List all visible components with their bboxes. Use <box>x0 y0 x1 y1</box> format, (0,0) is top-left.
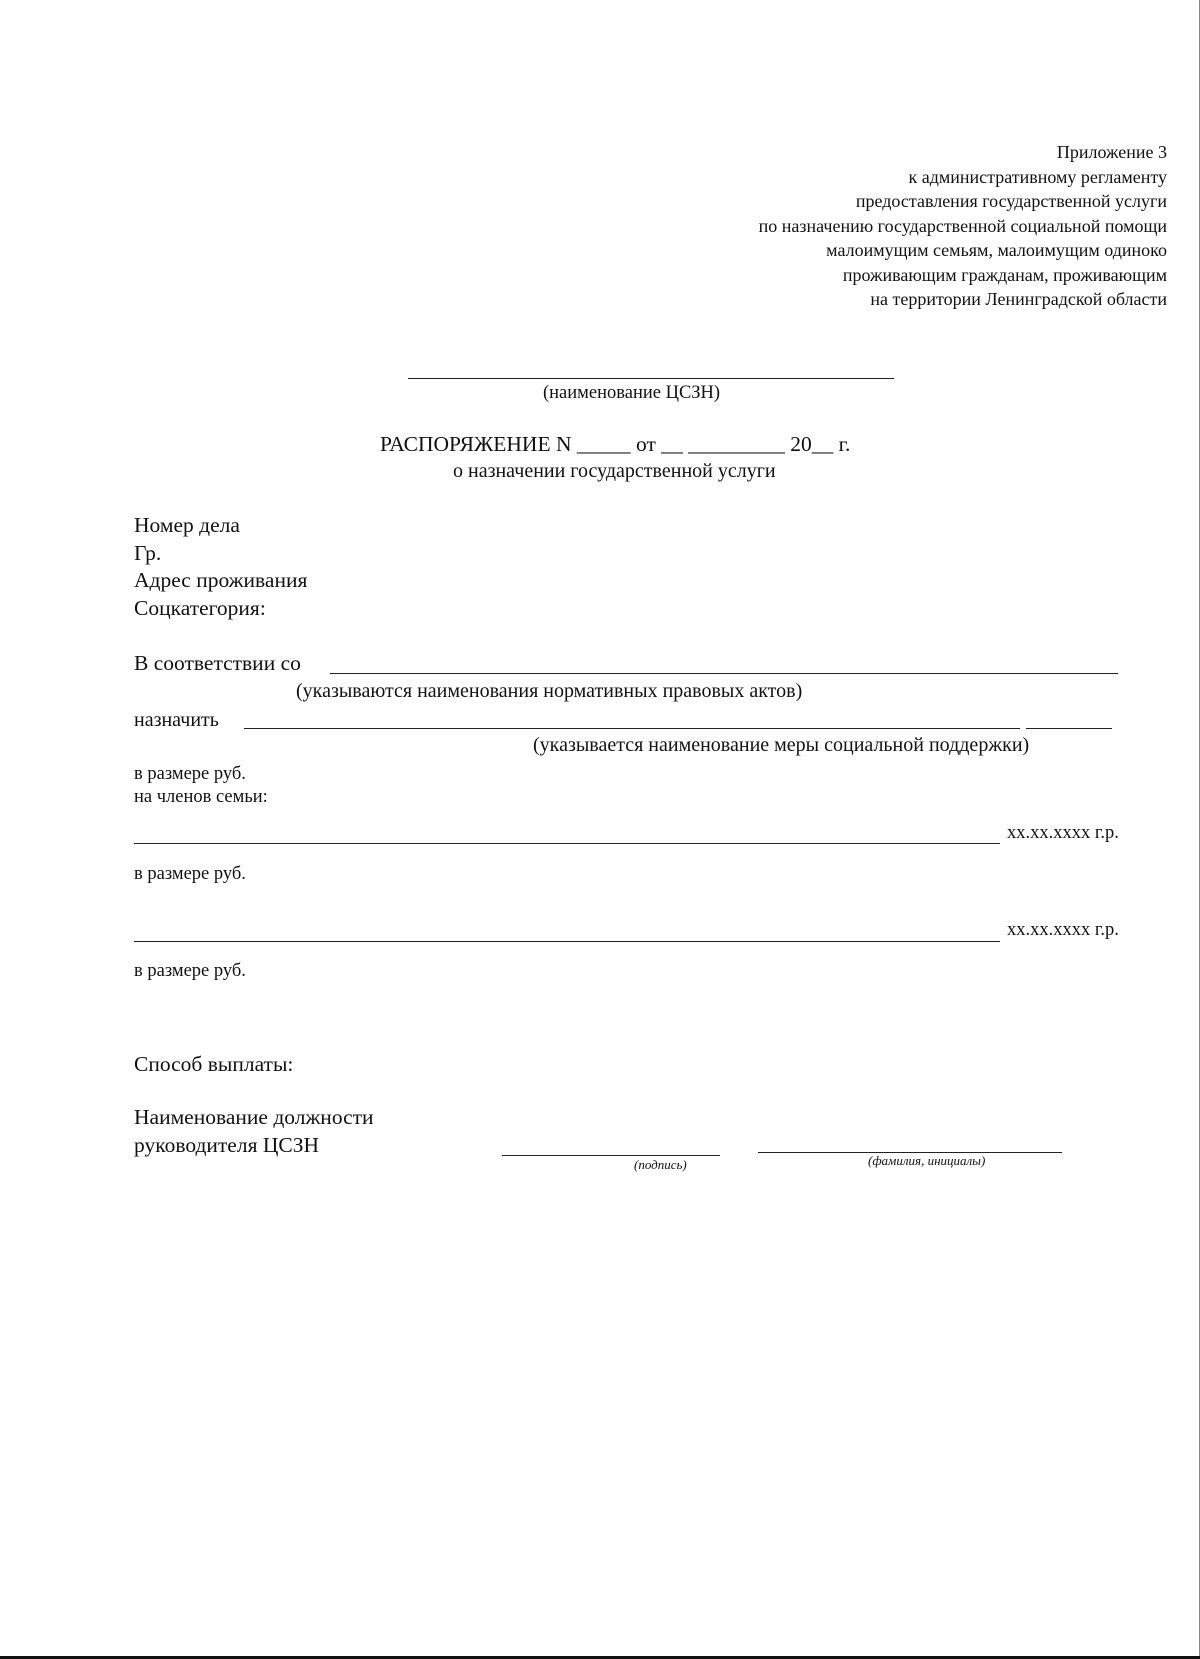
name-initials-caption: (фамилия, инициалы) <box>868 1153 986 1168</box>
assign-line <box>244 728 1020 729</box>
category-label: Соцкатегория: <box>134 596 266 620</box>
header-line: малоимущим семьям, малоимущим одиноко <box>826 240 1167 260</box>
position-title-line2: руководителя ЦСЗН <box>134 1133 319 1157</box>
payment-method-label: Способ выплаты: <box>134 1052 294 1076</box>
appendix-header <box>759 140 1167 312</box>
member-birth: хх.хх.хххх г.р. <box>1007 823 1119 843</box>
member-birth: хх.хх.хххх г.р. <box>1007 920 1119 940</box>
header-line: по назначению государственной социальной помощи <box>758 215 1167 236</box>
header-line: к административному регламенту <box>908 166 1167 187</box>
position-title-line1: Наименование должности <box>134 1105 374 1129</box>
org-name-caption: (наименование ЦСЗН) <box>543 383 721 403</box>
assign-line-end <box>1026 728 1112 729</box>
signature-caption: (подпись) <box>634 1157 687 1172</box>
header-line: предоставления государственной услуги <box>855 191 1167 211</box>
assign-amount: в размере руб. <box>134 764 246 784</box>
order-subtitle: о назначении государственной услуги <box>453 460 776 482</box>
header-line: на территории Ленинградской области <box>870 289 1167 309</box>
member-line <box>134 843 1000 844</box>
header-line: проживающим гражданам, проживающим <box>842 264 1167 285</box>
member-amount: в размере руб. <box>134 961 246 981</box>
family-members-label: на членов семьи: <box>134 787 268 807</box>
basis-label: В соответствии со <box>134 651 301 675</box>
member-line <box>134 941 1000 942</box>
address-label: Адрес проживания <box>134 568 308 592</box>
signature-line <box>502 1155 720 1156</box>
header-line: Приложение 3 <box>1056 142 1167 162</box>
case-number-label: Номер дела <box>134 513 240 537</box>
basis-caption: (указываются наименования нормативных правовых актов) <box>296 680 803 702</box>
basis-line <box>330 673 1118 674</box>
member-amount: в размере руб. <box>134 864 246 884</box>
order-title: РАСПОРЯЖЕНИЕ N _____ от __ _________ 20__ г. <box>380 432 851 456</box>
assign-label: назначить <box>134 709 219 731</box>
citizen-label: Гр. <box>134 541 162 565</box>
assign-caption: (указывается наименование меры социальной поддержки) <box>533 734 1030 756</box>
org-name-line <box>408 378 894 379</box>
